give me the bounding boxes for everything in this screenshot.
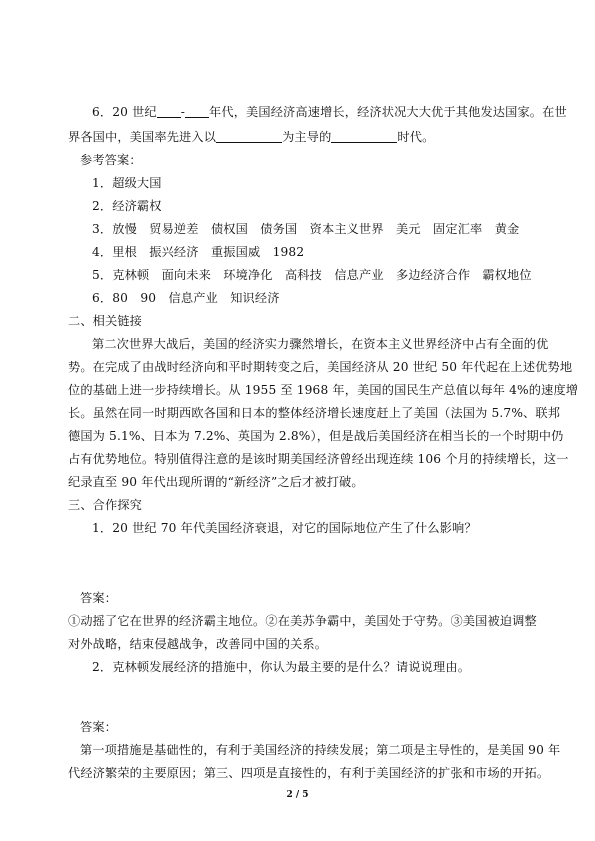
answer-item: 4．里根 振兴经济 重振国威 1982 (92, 245, 305, 259)
fill-blank (185, 105, 209, 118)
q6-text-5: 时代。 (397, 130, 435, 144)
q6-text-3: 界各国中，美国率先进入以 (68, 130, 217, 144)
q6-text-4: 为主导的 (282, 130, 332, 144)
question-6-line-2 (68, 130, 434, 145)
question-1: 1．20 世纪 70 年代美国经济衰退，对它的国际地位产生了什么影响？ (92, 521, 477, 535)
question-2: 2．克林顿发展经济的措施中，你认为最主要的是什么？请说说理由。 (92, 660, 471, 674)
fill-blank (157, 105, 181, 118)
section-heading: 二、相关链接 (68, 314, 143, 328)
answer-item: 3．放慢 贸易逆差 债权国 债务国 资本主义世界 美元 固定汇率 黄金 (92, 222, 520, 236)
answer-item: 2．经济霸权 (92, 199, 162, 213)
reference-answer-label: 参考答案： (80, 153, 142, 167)
answer-item: 5．克林顿 面向未来 环境净化 高科技 信息产业 多边经济合作 霸权地位 (92, 268, 532, 282)
fill-blank (216, 130, 282, 143)
paragraph-line: 第二次世界大战后，美国的经济实力骤然增长，在资本主义世界经济中占有全面的优 (92, 337, 549, 351)
paragraph-line: 占有优势地位。特别值得注意的是该时期美国经济曾经出现连续 106 个月的持续增长，这一 (68, 452, 569, 466)
section-heading: 三、合作探究 (68, 498, 143, 512)
paragraph-line: 长。虽然在同一时期西欧各国和日本的整体经济增长速度赶上了美国（法国为 5.7%、联邦 (68, 406, 561, 420)
answer-label: 答案： (80, 720, 118, 734)
answer-line: ①动摇了它在世界的经济霸主地位。②在美苏争霸中，美国处于守势。③美国被迫调整 (68, 614, 537, 628)
answer-line: 第一项措施是基础性的，有利于美国经济的持续发展；第二项是主导性的，是美国 90 年 (80, 743, 561, 757)
paragraph-line: 德国为 5.1%、日本为 7.2%、英国为 2.8%），但是战后美国经济在相当长的一个时期中仍 (68, 429, 564, 443)
q6-text-1: 6．20 世纪 (92, 105, 157, 119)
answer-item: 6．80 90 信息产业 知识经济 (92, 291, 280, 305)
paragraph-line: 位的基础上进一步持续增长。从 1955 至 1968 年，美国的国民生产总值以每年 4%的速度增 (68, 383, 579, 397)
paragraph-line: 纪录直至 90 年代出现所谓的“新经济”之后才被打破。 (68, 475, 364, 489)
q6-text-2: 年代，美国经济高速增长，经济状况大大优于其他发达国家。在世 (209, 105, 567, 119)
answer-label: 答案： (80, 591, 118, 605)
paragraph-line: 势。在完成了由战时经济向和平时期转变之后，美国经济从 20 世纪 50 年代起在上述优势地 (68, 360, 573, 374)
answer-item: 1．超级大国 (92, 176, 162, 190)
question-6-line-1 (92, 105, 567, 120)
page-number: 2 / 5 (286, 790, 309, 800)
fill-blank (331, 130, 397, 143)
answer-line: 对外战略，结束侵越战争，改善同中国的关系。 (68, 637, 328, 651)
answer-line: 代经济繁荣的主要原因；第三、四项是直接性的，有利于美国经济的扩张和市场的开拓。 (68, 766, 550, 780)
q6-dash: - (180, 105, 186, 119)
